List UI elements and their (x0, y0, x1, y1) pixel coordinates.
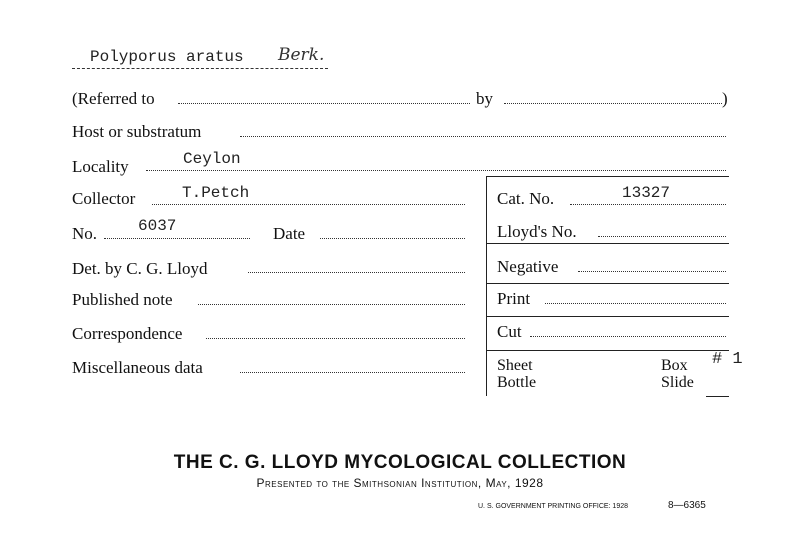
cat-no-line (570, 204, 726, 205)
print-divider (486, 316, 729, 317)
collection-title: THE C. G. LLOYD MYCOLOGICAL COLLECTION (173, 452, 627, 473)
no-label: No. (72, 224, 98, 243)
collector-label: Collector (72, 189, 136, 208)
published-note-line (198, 304, 465, 305)
lloyds-no-divider (486, 243, 729, 244)
collector-value: T.Petch (182, 184, 250, 202)
misc-label: Miscellaneous data (72, 358, 203, 377)
species-author: Berk. (278, 45, 325, 65)
print-label: Print (497, 289, 531, 308)
sheet-label: Sheet (497, 357, 533, 374)
close-paren: ) (722, 89, 728, 108)
referred-to-line (178, 103, 470, 104)
published-note-label: Published note (72, 290, 173, 309)
slide-label: Slide (661, 374, 694, 391)
det-by-line (248, 272, 465, 273)
cut-line (530, 336, 726, 337)
date-label: Date (273, 224, 306, 243)
locality-label: Locality (72, 157, 129, 176)
negative-line (578, 271, 726, 272)
date-line (320, 238, 465, 239)
print-line (545, 303, 726, 304)
host-line (240, 136, 726, 137)
lloyds-no-line (598, 236, 726, 237)
lloyds-no-label: Lloyd's No. (497, 222, 577, 241)
det-by-label: Det. by C. G. Lloyd (72, 259, 208, 278)
host-label: Host or substratum (72, 122, 202, 141)
no-line (104, 238, 250, 239)
misc-line (240, 372, 465, 373)
species-name: Polyporus aratus (90, 48, 244, 66)
bottle-label: Bottle (497, 374, 537, 391)
cat-no-label: Cat. No. (497, 189, 555, 208)
species-line (72, 68, 328, 69)
collector-line (152, 204, 465, 205)
box-value: # 1 (712, 350, 743, 369)
correspondence-label: Correspondence (72, 324, 183, 343)
form-code: 8—6365 (668, 500, 706, 511)
box-bottom-border (706, 396, 729, 397)
box-label: Box (661, 357, 688, 374)
by-label: by (476, 89, 493, 108)
cut-label: Cut (497, 322, 522, 341)
locality-value: Ceylon (183, 150, 241, 168)
cat-no-value: 13327 (622, 184, 671, 202)
box-left-border (486, 176, 487, 396)
referred-to-label: (Referred to (72, 89, 155, 108)
correspondence-line (206, 338, 465, 339)
printing-office-note: U. S. GOVERNMENT PRINTING OFFICE: 1928 (478, 503, 629, 510)
cut-divider (486, 350, 729, 351)
negative-divider (486, 283, 729, 284)
by-line (504, 103, 722, 104)
box-top-border (486, 176, 729, 177)
no-value: 6037 (138, 217, 177, 235)
negative-label: Negative (497, 257, 559, 276)
collection-subtitle: Presented to the Smithsonian Institution, May, 1928 (256, 476, 544, 490)
locality-line (146, 170, 726, 171)
